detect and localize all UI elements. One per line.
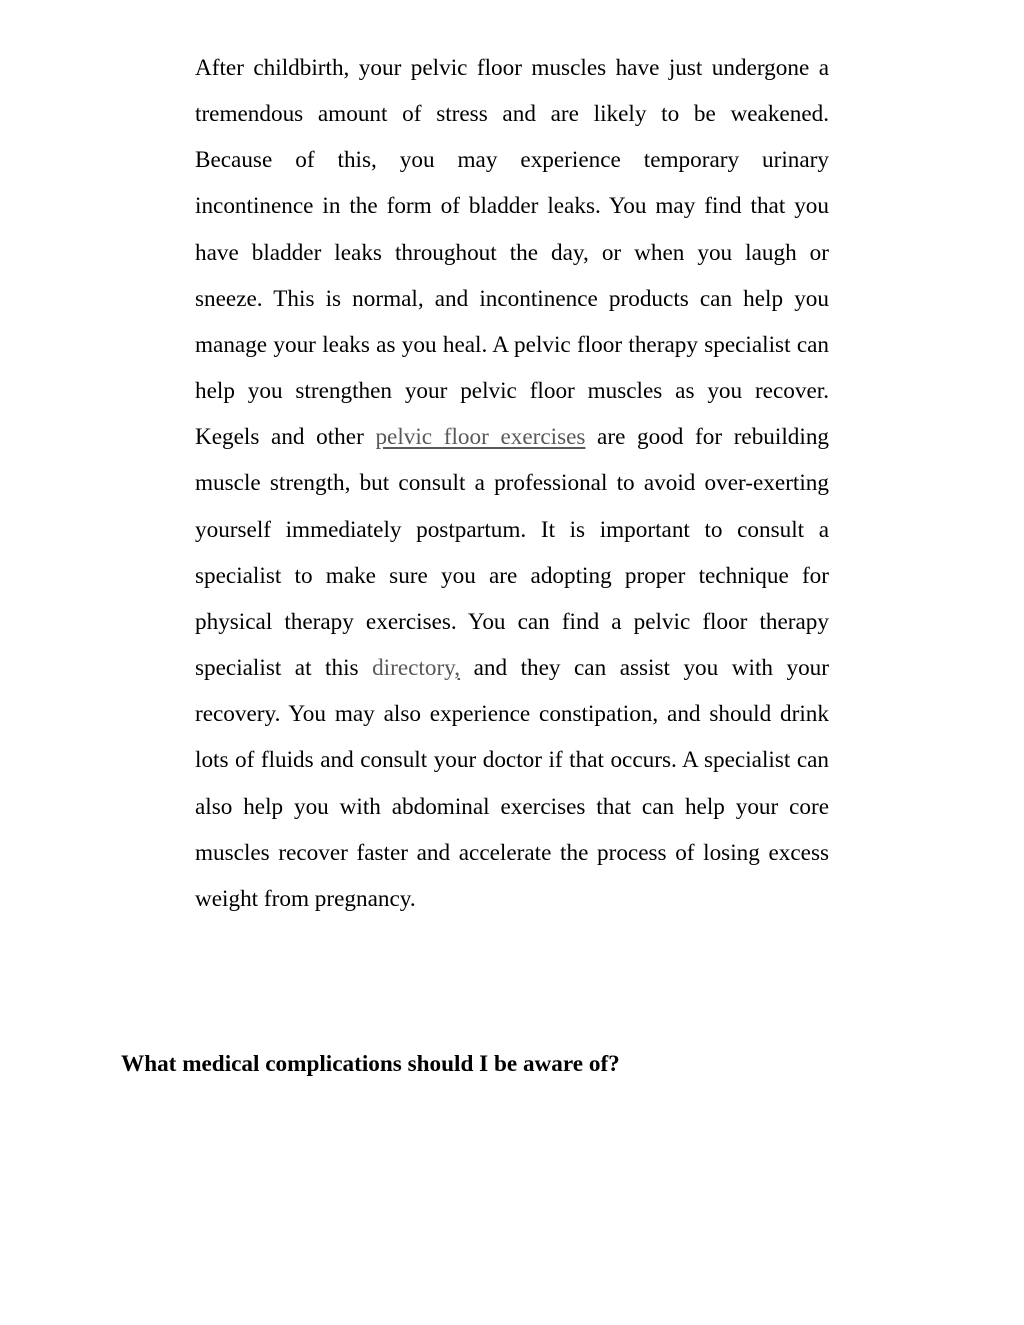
paragraph-text-part-2: are good for rebuilding muscle strength, but consult a professional to avoid over-exerting yourself immediately postpartum. It is important to consult a specialist to make sure you are adopting proper technique for physical therapy exercises. You can find a pelvic floor therapy specialist at this [195, 424, 830, 682]
paragraph-text-part-1: After childbirth, your pelvic floor muscles have just undergone a tremendous amount of stress and are likely to be weakened. Because of this, you may experience temporary urinary incontinence in the form of bladder leaks. You may find that you have bladder leaks throughout the day, or when you laugh or sneeze. This is normal, and incontinence products can help you manage your leaks as you heal. A pelvic floor therapy specialist can help you strengthen your pelvic floor muscles as you recover. Kegels and other [195, 55, 829, 451]
directory-link-comma[interactable]: , [454, 655, 461, 682]
body-paragraph [195, 45, 829, 922]
paragraph-text-part-3: and they can assist you with your recovery. You may also experience constipation, and should drink lots of fluids and consult your doctor if that occurs. A specialist can also help you with abdominal exercises that can help your core muscles recover faster and accelerate the process of losing excess weight from pregnancy. [195, 655, 829, 912]
pelvic-floor-exercises-link[interactable]: pelvic floor exercises [375, 424, 586, 451]
section-heading: What medical complications should I be aware of? [121, 1051, 620, 1077]
directory-link[interactable]: directory [372, 655, 455, 682]
